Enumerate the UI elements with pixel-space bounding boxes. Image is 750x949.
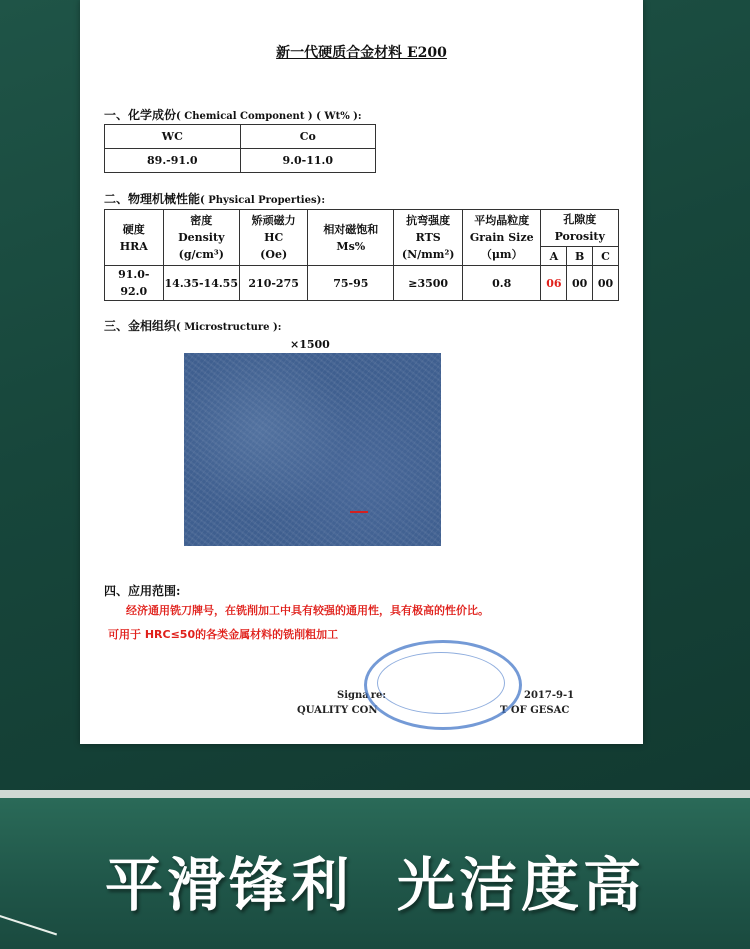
header-grain-en: Grain Size [469,231,534,244]
slogan-part-1: 平滑锋利 [104,851,353,919]
table-header-co: Co [240,125,375,149]
value-coercivity: 210-275 [240,266,308,301]
signature-label-start: Signa [337,690,369,701]
value-porosity-b: 00 [567,266,593,301]
signature-date: 2017-9-1 [524,690,575,701]
porosity-a-header: A [541,247,567,266]
slogan [0,838,750,922]
header-rts-unit: (N/mm²) [401,248,455,261]
chemical-table [104,124,376,173]
section-chemical-label-en: ( Chemical Component ) ( Wt% ): [176,111,362,122]
quality-control-right: T OF GESAC [500,705,570,716]
section-application-heading: 四、应用范围: [104,584,181,598]
header-grain-unit: （μm） [480,248,523,261]
section-physical-heading [104,190,325,207]
section-chemical-label: 一、化学成份 [104,108,177,122]
slogan-part-2: 光洁度高 [397,851,646,919]
section-chemical-heading [104,106,362,123]
header-rts [394,210,463,266]
header-hardness-en: HRA [119,239,148,253]
porosity-b-header: B [567,247,593,266]
table-row [105,149,376,173]
header-coercivity-unit: (Oe) [260,248,288,261]
section-micro-label: 三、金相组织 [104,319,177,333]
quality-control-left: QUALITY CON [297,705,378,716]
section-micro-label-en: ( Microstructure ): [176,322,282,333]
section-physical-label-en: ( Physical Properties): [200,195,326,206]
section-physical-label: 二、物理机械性能 [104,192,201,206]
magnification-label: ×1500 [290,338,330,351]
header-coercivity-en: HC [264,231,284,244]
application-line-1: 经济通用铣刀牌号，在铣削加工中具有较强的通用性，具有极高的性价比。 [126,604,489,617]
header-rts-cn: 抗弯强度 [406,214,451,227]
table-row [105,266,619,301]
porosity-c-header: C [593,247,619,266]
table-cell-co: 9.0-11.0 [240,149,375,173]
table-row [105,125,376,149]
spec-sheet [80,0,643,744]
header-density-unit: (g/cm³) [178,248,224,261]
section-divider [0,790,750,798]
company-seal-inner-ring [377,652,505,714]
company-seal [364,640,522,730]
table-cell-wc: 89.-91.0 [105,149,241,173]
header-saturation-en: Ms% [336,239,366,253]
header-hardness [105,210,164,266]
header-grain-cn: 平均晶粒度 [474,214,530,227]
header-coercivity [240,210,308,266]
table-header-wc: WC [105,125,241,149]
header-porosity [541,210,619,247]
header-porosity-en: Porosity [554,230,605,243]
section-micro-heading [104,317,281,334]
document-title: 新一代硬质合金材料 E200 [276,45,447,61]
value-porosity-a: 06 [541,266,567,301]
value-saturation: 75-95 [308,266,394,301]
header-coercivity-cn: 矫顽磁力 [251,214,296,227]
value-rts: ≥3500 [394,266,463,301]
physical-table [104,209,619,301]
header-density-en: Density [178,231,225,244]
header-saturation-cn: 相对磁饱和 [323,222,379,236]
header-porosity-cn: 孔隙度 [563,213,597,226]
header-saturation [308,210,394,266]
value-porosity-c: 00 [593,266,619,301]
value-density: 14.35-14.55 [163,266,239,301]
application-line-2: 可用于 HRC≤50的各类金属材料的铣削粗加工 [108,628,339,641]
table-row [105,210,619,247]
header-rts-en: RTS [415,231,441,244]
scale-bar [350,511,368,513]
value-grain: 0.8 [463,266,541,301]
header-density-cn: 密度 [190,214,213,227]
header-hardness-cn: 硬度 [122,222,145,236]
signature-label-end: re: [370,690,387,701]
header-grain [463,210,541,266]
header-density [163,210,239,266]
value-hardness: 91.0-92.0 [105,266,164,301]
microstructure-image [184,353,441,546]
